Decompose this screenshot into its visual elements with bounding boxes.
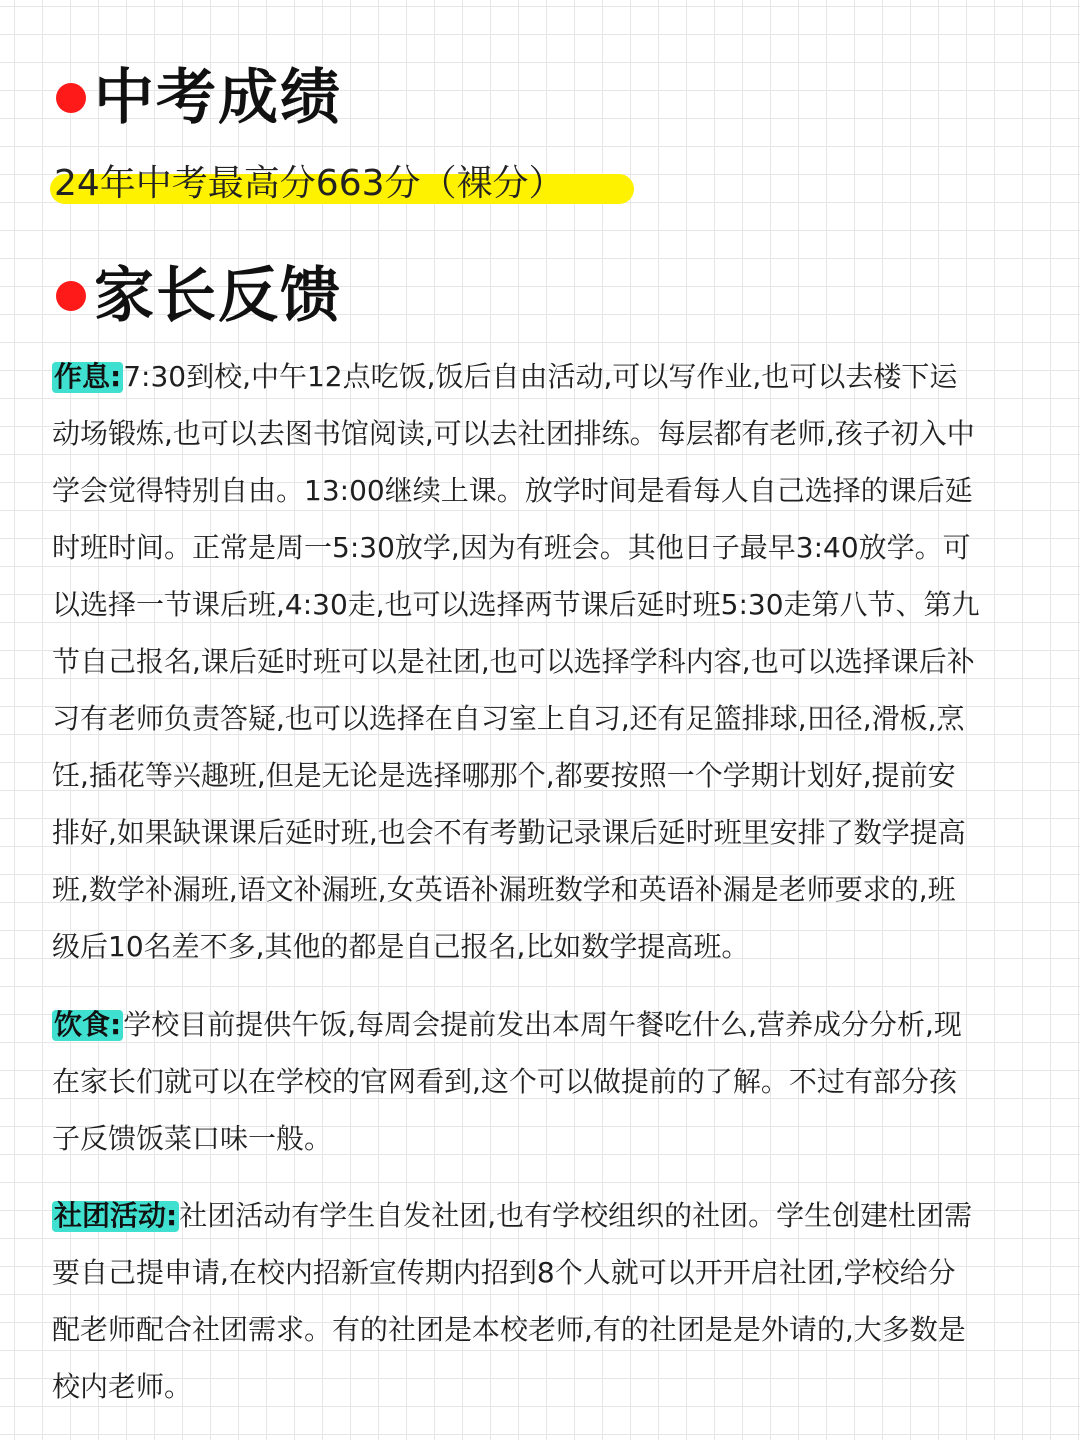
clubs-paragraph	[52, 1187, 982, 1415]
diet-label: 饮食:	[52, 996, 123, 1053]
red-bullet-icon	[56, 83, 86, 113]
schedule-paragraph	[52, 348, 982, 975]
exam-heading-text: 中考成绩	[94, 63, 342, 133]
feedback-heading	[56, 260, 342, 332]
feedback-heading-text: 家长反馈	[94, 261, 342, 331]
highest-score-line	[50, 158, 565, 210]
diet-text: 学校目前提供午饭,每周会提前发出本周午餐吃什么,营养成分分析,现在家长们就可以在学校的官网看到,这个可以做提前的了解。不过有部分孩子反馈饭菜口味一般。	[52, 1008, 962, 1155]
clubs-text: 社团活动有学生自发社团,也有学校组织的社团。学生创建杜团需要自己提申请,在校内招新宣传期内招到8个人就可以开开启社团,学校给分配老师配合社团需求。有的社团是本校老师,有的社团是是外请的,大多数是校内老师。	[52, 1199, 973, 1403]
schedule-label: 作息:	[52, 348, 123, 405]
red-bullet-icon	[56, 281, 86, 311]
highest-score-text: 24年中考最高分663分（裸分）	[54, 163, 565, 204]
exam-heading	[56, 62, 342, 134]
diet-paragraph	[52, 996, 982, 1167]
schedule-text: 7:30到校,中午12点吃饭,饭后自由活动,可以写作业,也可以去楼下运动场锻炼,也可以去图书馆阅读,可以去社团排练。每层都有老师,孩子初入中学会觉得特别自由。13:00继续上课。放学时间是看每人自己选择的课后延时班时间。正常是周一5:30放学,因为有班会。其他日子最早3:40放学。可以选择一节课后班,4:30走,也可以选择两节课后延时班5:30走第八节、第九节自己报名,课后延时班可以是社团,也可以选择学科内容,也可以选择课后补习有老师负责答疑,也可以选择在自习室上自习,还有足篮排球,田径,滑板,烹饪,插花等兴趣班,但是无论是选择哪那个,都要按照一个学期计划好,提前安排好,如果缺课课后延时班,也会不有考勤记录课后延时班里安排了数学提高班,数学补漏班,语文补漏班,女英语补漏班数学和英语补漏是老师要求的,班级后10名差不多,其他的都是自己报名,比如数学提高班。	[52, 360, 980, 963]
clubs-label: 社团活动:	[52, 1187, 179, 1244]
